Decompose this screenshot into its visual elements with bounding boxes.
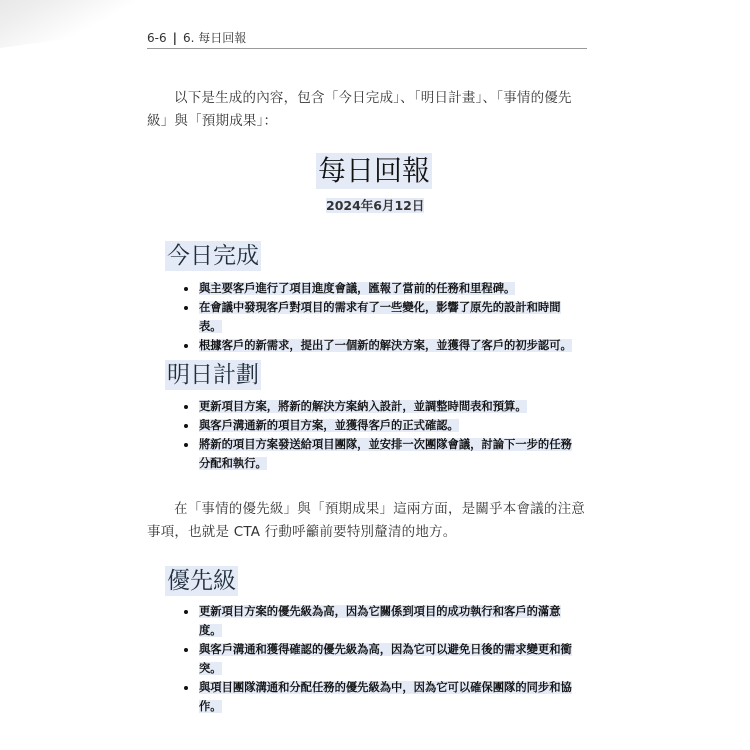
priority-list xyxy=(178,602,578,716)
report-date-text: 2024年6月12日 xyxy=(326,198,425,213)
list-item: 與客戶溝通和獲得確認的優先級為高，因為它可以避免日後的需求變更和衝突。 xyxy=(178,640,578,678)
note-paragraph: 在「事情的優先級」與「預期成果」這兩方面，是關乎本會議的注意事項，也就是 CTA 行動呼籲前要特別釐清的地方。 xyxy=(147,501,585,540)
header-separator: | xyxy=(172,31,177,45)
list-item: 在會議中發現客戶對項目的需求有了一些變化，影響了原先的設計和時間表。 xyxy=(178,298,578,336)
intro-paragraph: 以下是生成的內容，包含「今日完成」、「明日計畫」、「事情的優先級」與「預期成果」： xyxy=(147,90,572,129)
section-title-today: 今日完成 xyxy=(167,243,259,269)
page-number: 6-6 xyxy=(147,31,167,45)
list-item: 將新的項目方案發送給項目團隊，並安排一次團隊會議，討論下一步的任務分配和執行。 xyxy=(178,435,578,473)
section-title-tomorrow: 明日計劃 xyxy=(167,362,259,388)
list-item: 與主要客戶進行了項目進度會議，匯報了當前的任務和里程碑。 xyxy=(178,279,578,298)
report-title: 每日回報 xyxy=(318,154,431,187)
list-item: 更新項目方案，將新的解決方案納入設計，並調整時間表和預算。 xyxy=(178,397,578,416)
page-header xyxy=(147,30,587,49)
list-item: 與客戶溝通新的項目方案，並獲得客戶的正式確認。 xyxy=(178,416,578,435)
list-item: 與項目團隊溝通和分配任務的優先級為中，因為它可以確保團隊的同步和協作。 xyxy=(178,678,578,716)
report-date xyxy=(326,198,424,214)
list-item: 更新項目方案的優先級為高，因為它關係到項目的成功執行和客戶的滿意度。 xyxy=(178,602,578,640)
section-title-priority: 優先級 xyxy=(167,568,236,594)
tomorrow-list xyxy=(178,397,578,473)
chapter-title: 6. 每日回報 xyxy=(183,31,247,45)
today-list xyxy=(178,279,578,355)
list-item: 根據客戶的新需求，提出了一個新的解決方案，並獲得了客戶的初步認可。 xyxy=(178,336,578,355)
